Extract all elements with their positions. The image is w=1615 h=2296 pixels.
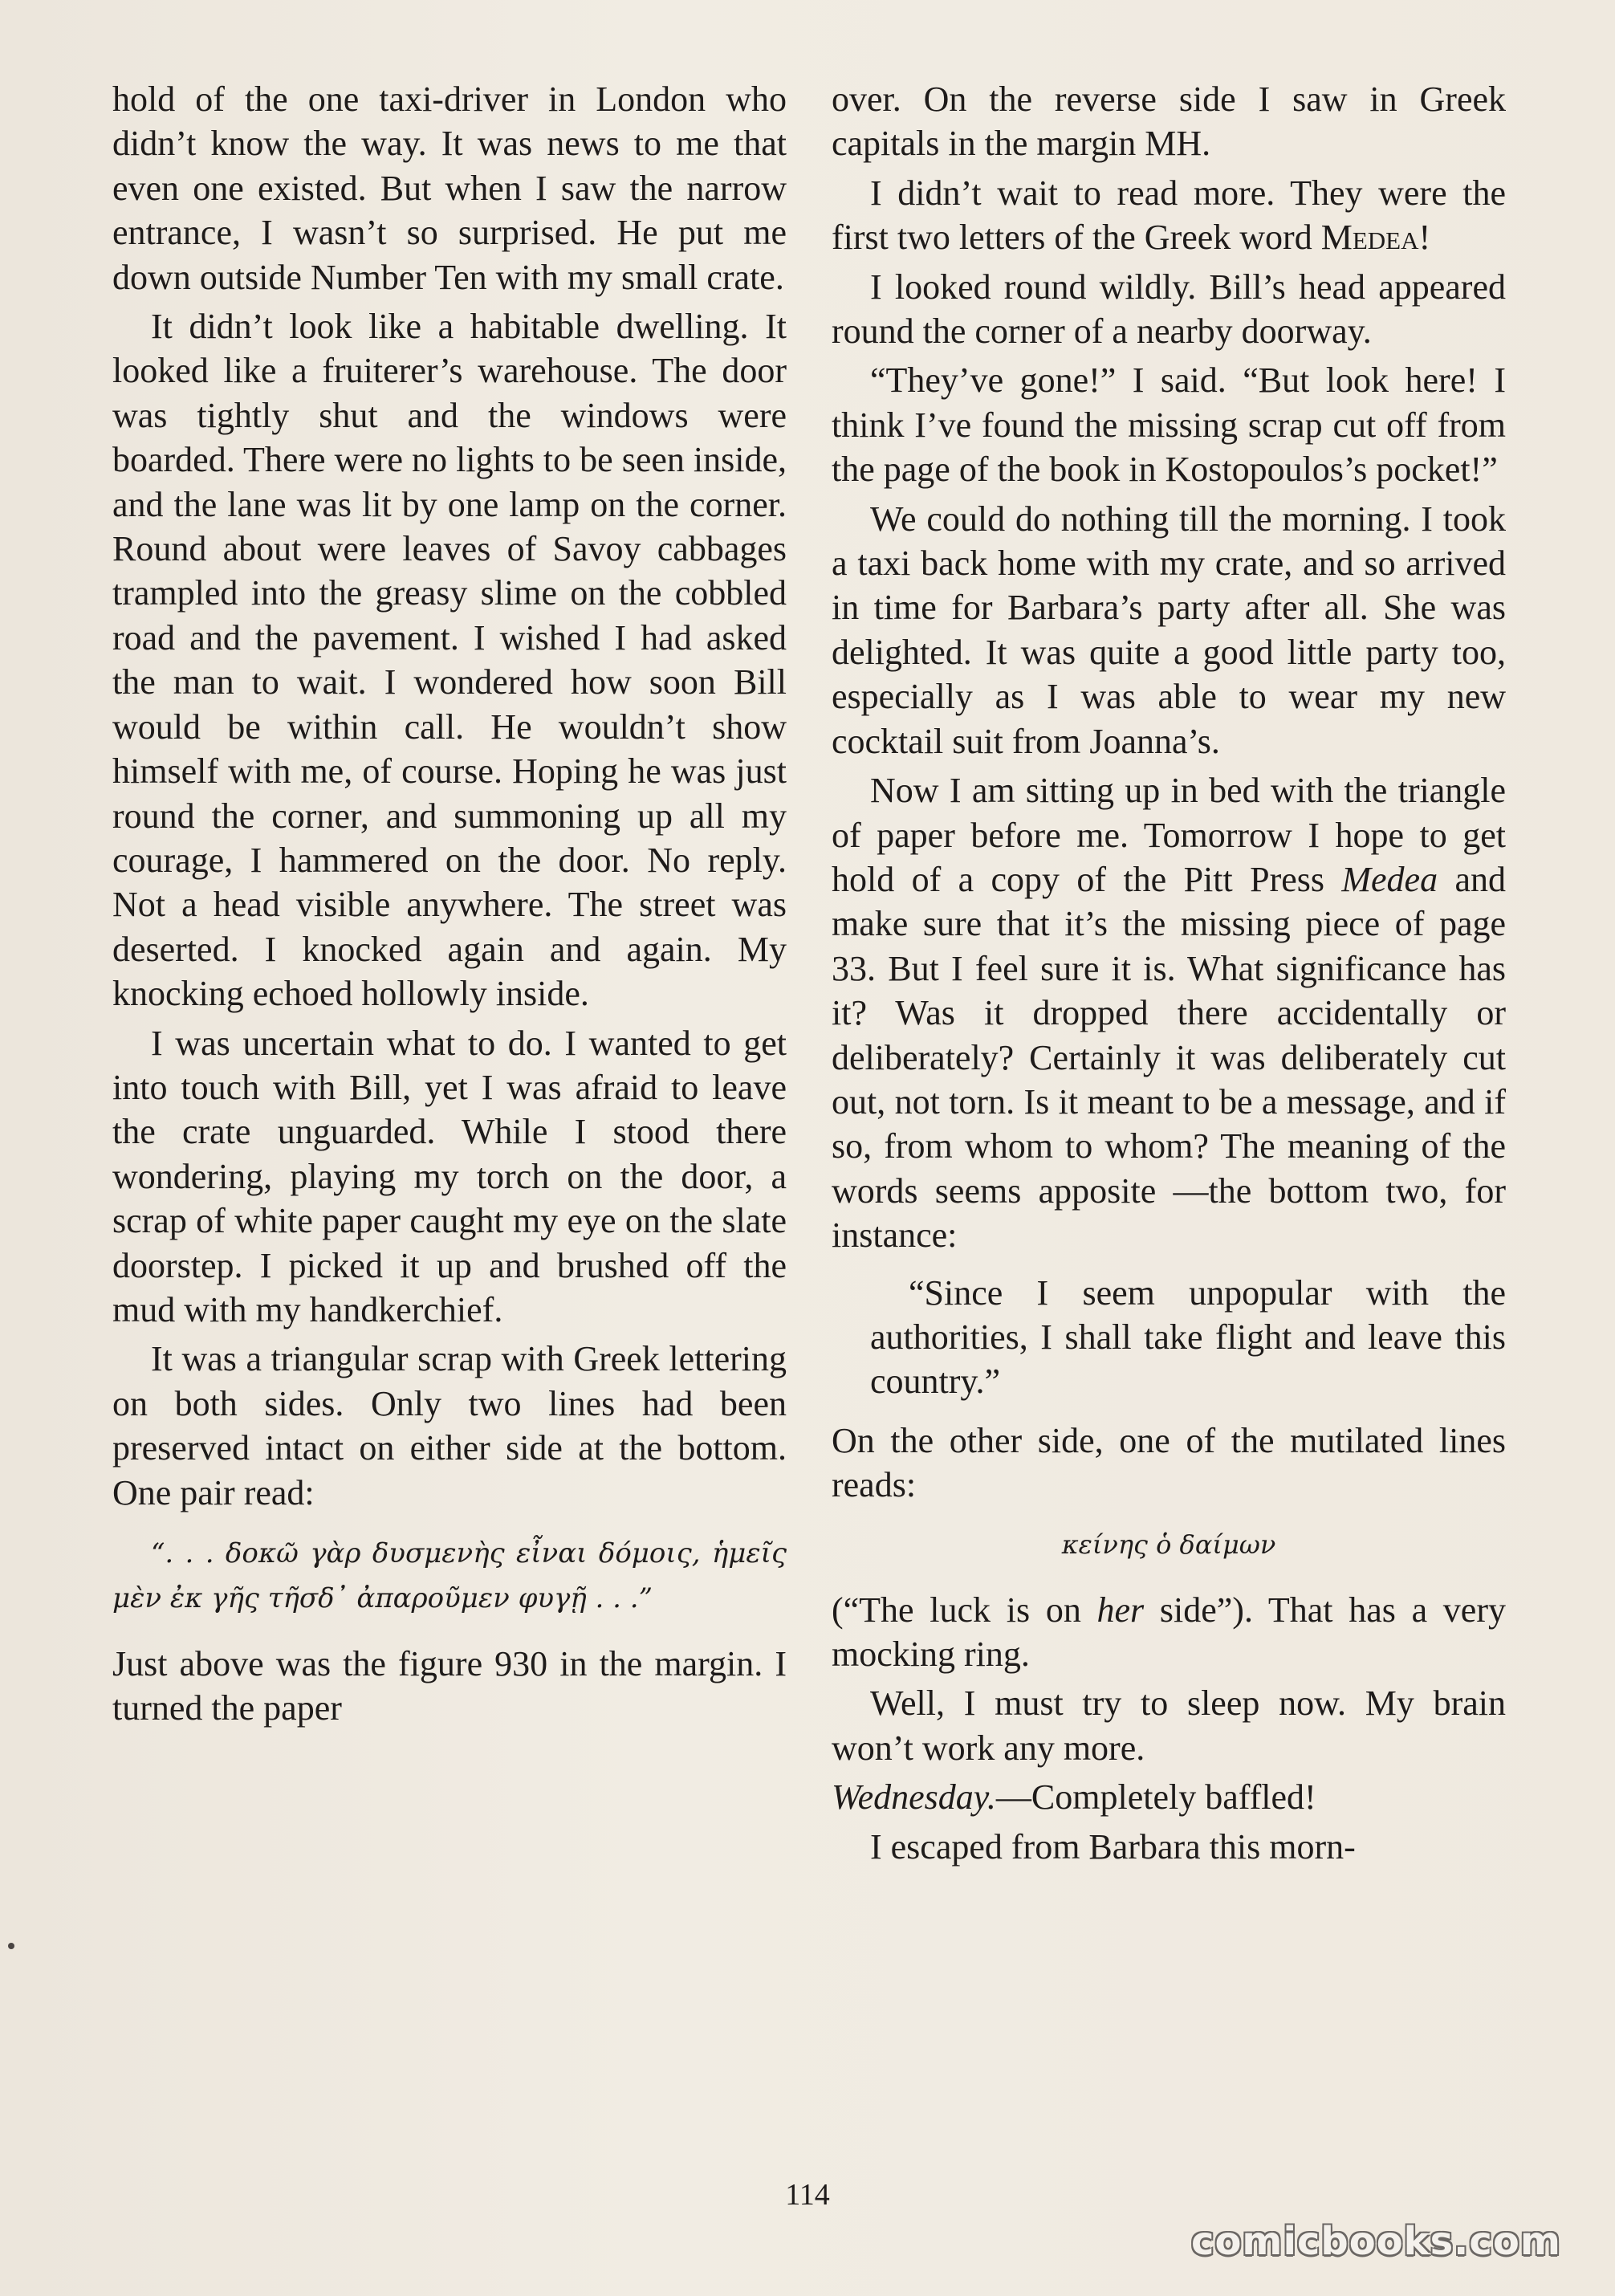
right-column — [832, 77, 1506, 1874]
italic-day: Wednesday. — [832, 1777, 996, 1818]
paragraph: On the other side, one of the mutilated lines reads: — [832, 1420, 1506, 1505]
paragraph: I was uncertain what to do. I wanted to get into touch with Bill, yet I was afraid to leave the crate unguarded. While I stood there wondering, playing my torch on the door, a scrap of white paper caught my eye on the slate doorstep. I picked it up and brushed off the mud with my handkerchief. — [112, 1023, 787, 1329]
small-caps-word: Medea — [1320, 218, 1419, 258]
paragraph: We could do nothing till the morning. I took a taxi back home with my crate, and so arrived in time for Barbara’s party after all. She was delighted. It was quite a good little party too, especially as I was able to wear my new cocktail suit from Joanna’s. — [832, 499, 1506, 761]
text-run: ! — [1418, 218, 1431, 258]
margin-mark — [8, 1943, 14, 1949]
paragraph: I looked round wildly. Bill’s head appeared round the corner of a nearby doorway. — [832, 267, 1506, 352]
text-run: and make sure that it’s the missing piece of page 33. But I feel sure it is. What significance has it? Was it dropped there accidentally or deliberately? Certainly it was deliberately cut out, not torn. Is it meant to be a message, and if so, from whom to whom? The meaning of the words seems apposite —the bottom two, for instance: — [832, 859, 1506, 1256]
paragraph: Just above was the figure 930 in the margin. I turned the paper — [112, 1644, 787, 1728]
text-run: (“The luck is on — [832, 1590, 1097, 1630]
paragraph — [832, 1588, 1506, 1677]
page-number: 114 — [785, 2178, 830, 2212]
paragraph: over. On the reverse side I saw in Greek capitals in the margin MH. — [832, 79, 1506, 164]
left-column — [112, 77, 787, 1736]
paragraph: I escaped from Barbara this morn- — [870, 1826, 1356, 1867]
watermark-logo: comicbooks.com — [1191, 2219, 1561, 2264]
italic-title: Medea — [1341, 859, 1438, 899]
paragraph: It was a triangular scrap with Greek lettering on both sides. Only two lines had been preserved intact on either side at the bottom. One pair read: — [112, 1339, 787, 1512]
text-run: side”). That has a very mocking ring. — [832, 1590, 1506, 1674]
block-quote: “Since I seem unpopular with the authorities, I shall take flight and leave this country.” — [870, 1272, 1506, 1402]
diary-entry-heading — [832, 1775, 1506, 1819]
text-run: —Completely baffled! — [995, 1777, 1316, 1818]
text-run: I didn’t wait to read more. They were the first two letters of the Greek word — [832, 173, 1506, 258]
paragraph: It didn’t look like a habitable dwelling. It looked like a fruiterer’s warehouse. The door was tightly shut and the windows were boarded. There were no lights to be seen inside, and the lane was lit by one lamp on the corner. Round about were leaves of Savoy cabbages trampled into the greasy slime on the cobbled road and the pavement. I wished I had asked the man to wait. I wondered how soon Bill would be within call. He wouldn’t show himself with me, of course. Hoping he was just round the corner, and summoning up all my courage, I hammered on the door. No reply. Not a head visible anywhere. The street was deserted. I knocked again and again. My knocking echoed hollowly inside. — [112, 307, 787, 1014]
paragraph: “They’ve gone!” I said. “But look here! I think I’ve found the missing scrap cut off from the page of the book in Kostopoulos’s pocket!” — [832, 360, 1506, 490]
greek-quotation: “. . . δοκῶ γὰρ δυσμενὴς εἶναι δόμοις, ἡμεῖς μὲν ἐκ γῆς τῆσδ᾽ ἀπαροῦμεν φυγῇ . . .” — [112, 1537, 787, 1614]
paragraph: Well, I must try to sleep now. My brain won’t work any more. — [832, 1683, 1506, 1768]
paragraph — [832, 171, 1506, 260]
paragraph — [832, 768, 1506, 1257]
italic-word: her — [1096, 1590, 1145, 1630]
paragraph: hold of the one taxi-driver in London who didn’t know the way. It was news to me that even one existed. But when I saw the narrow entrance, I wasn’t so surprised. He put me down outside Number Ten with my small crate. — [112, 79, 787, 297]
text-run: Now I am sitting up in bed with the triangle of paper before me. Tomorrow I hope to get hold of a copy of the Pitt Press — [832, 771, 1506, 899]
greek-line: κείνης ὁ δαίμων — [1061, 1529, 1276, 1560]
